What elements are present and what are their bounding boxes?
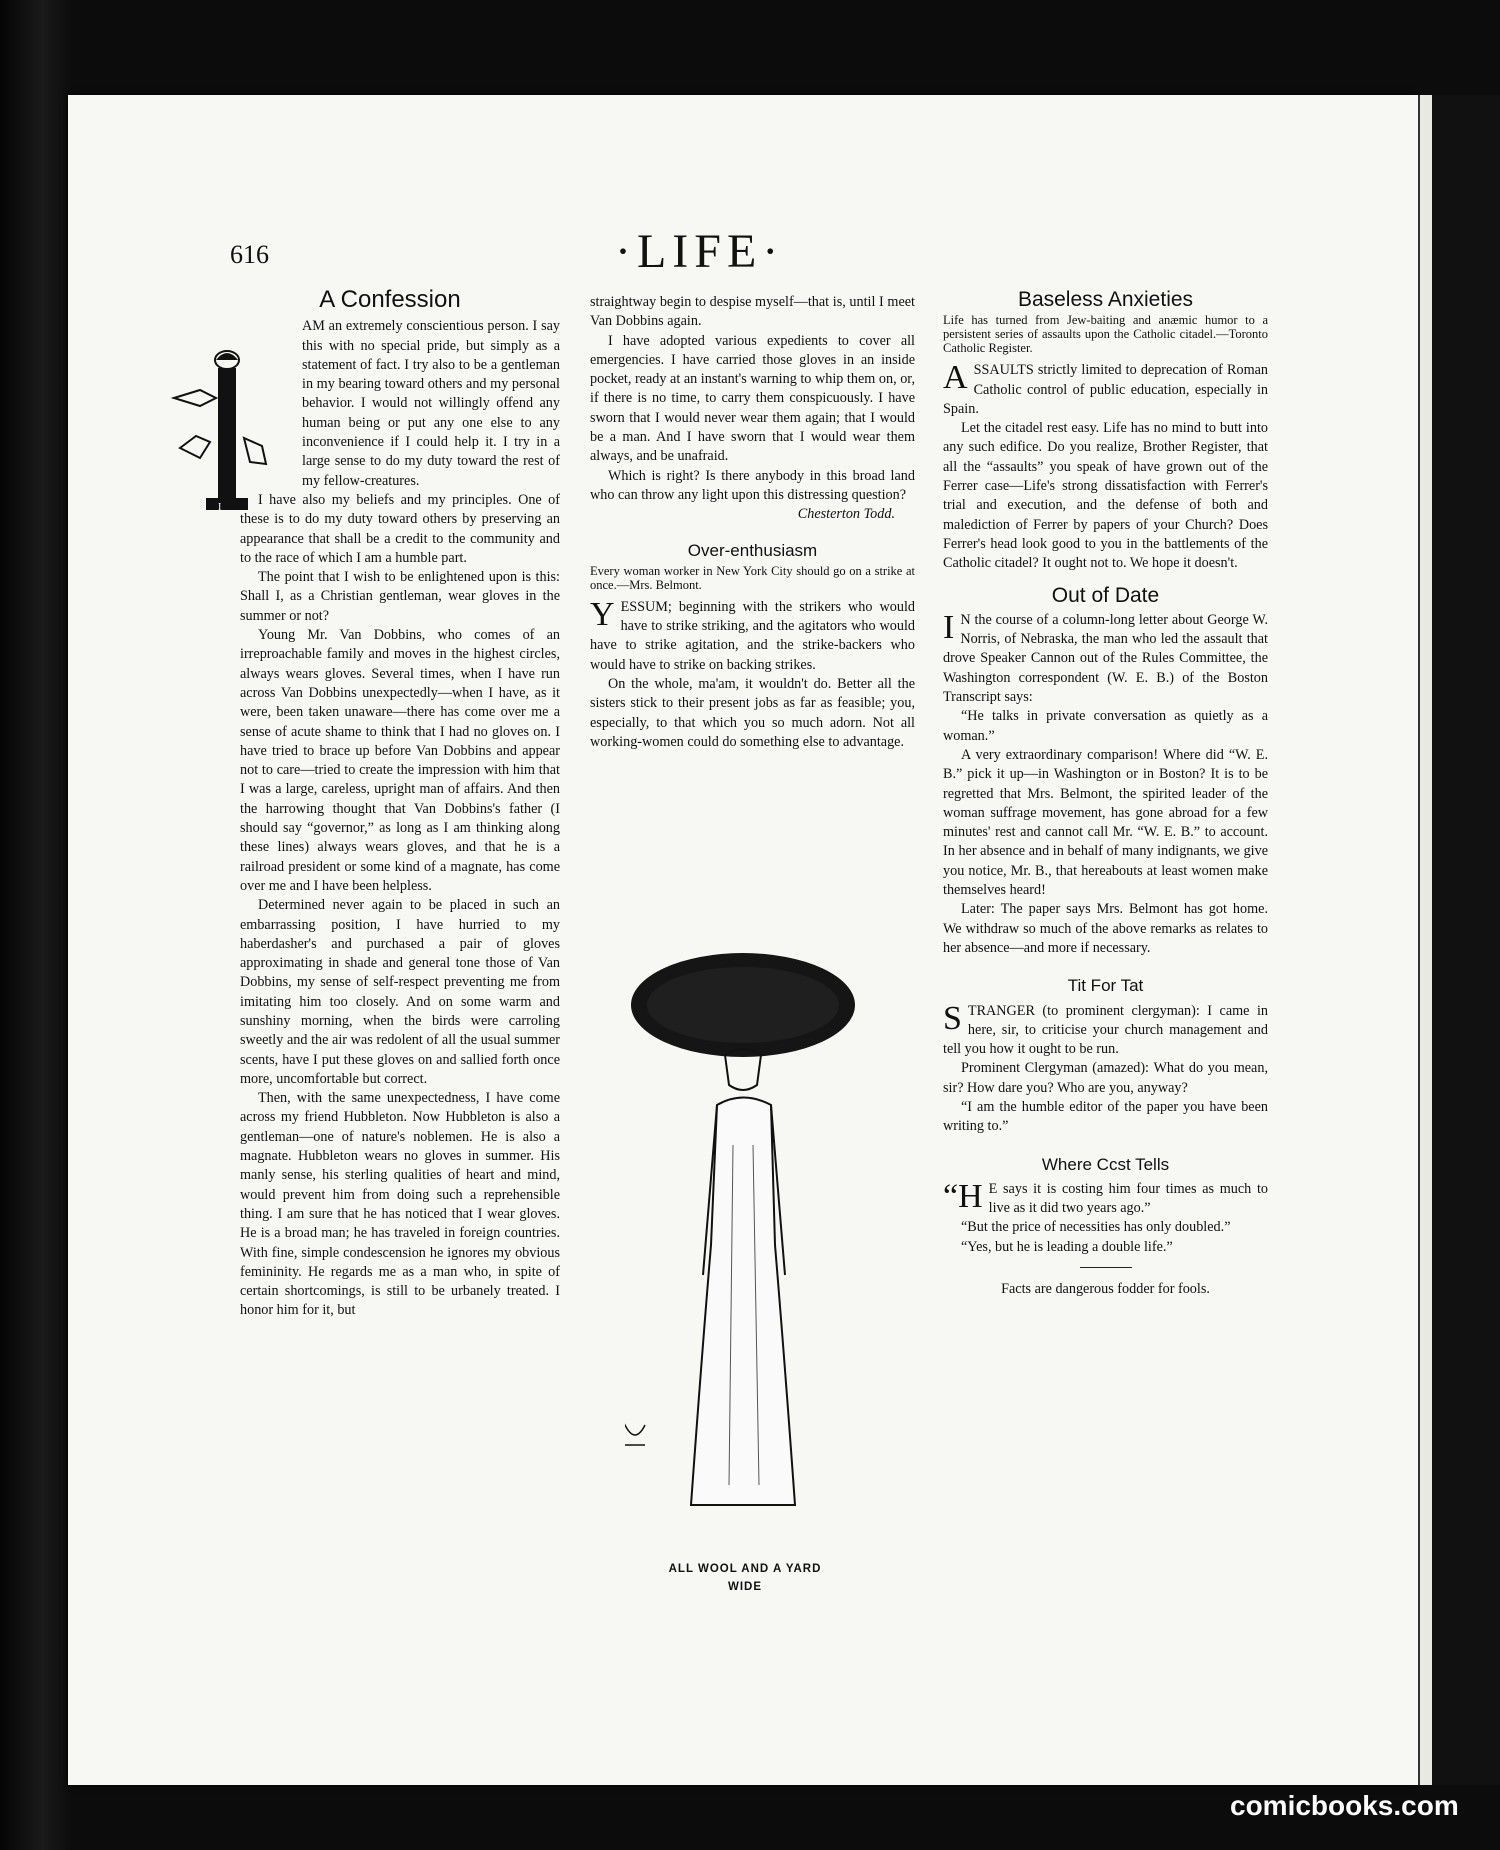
over-enthusiasm-para-1: ESSUM; beginning with the strikers who would have to strike striking, and the agitators who would have to strike agitation, and the strike-backers who would have to strike on backing strikes.	[590, 598, 915, 673]
baseless-para-1: SSAULTS strictly limited to deprecation of Roman Catholic control of public education, especially in Spain.	[943, 362, 1268, 417]
confession-continued-2: I have adopted various expedients to cover all emergencies. I have carried those gloves in an inside pocket, ready at an instant's warning to whip them on, or, if there is no time, to carry them conspicuously. I have sworn that I would never wear them again; that I would be a man. And I have sworn that I would wear them always, and be unafraid.	[590, 332, 915, 465]
column-left	[240, 286, 560, 1321]
confession-para-4: Young Mr. Van Dobbins, who comes of an irreproachable family and moves in the highest circles, always wears gloves. Several times, when I have run across Van Dobbins unexpectedly—when I have, as it were, been taken unaware—there has come over me a sense of acute shame to think that I had no gloves on. I have tried to brace up before Van Dobbins and appear not to care—tried to create the impression with him that I was a large, careless, upright man of affairs. And then the harrowing thought that Van Dobbins's father (I should say “governor,” as long as I am thinking along these lines) always wears gloves, and that he is a railroad president or some kind of a magnate, has come over me and I have been helpless.	[240, 627, 560, 894]
site-watermark: comicbooks.com	[1230, 1790, 1459, 1821]
tit-for-tat-title: Tit For Tat	[1067, 976, 1144, 996]
confession-para-3: The point that I wish to be enlightened upon is this: Shall I, as a Christian gentleman, wear gloves in the summer or not?	[240, 569, 560, 624]
caption-line-1: ALL WOOL AND A YARD	[668, 1563, 822, 1575]
masthead-title: ·LIFE·	[615, 225, 785, 278]
woman-in-hat-illustration	[625, 945, 855, 1555]
tit-for-tat-para-3: “I am the humble editor of the paper you have been writing to.”	[943, 1098, 1268, 1135]
out-of-date-dropcap: I	[943, 608, 955, 646]
confession-title: A Confession	[319, 286, 461, 313]
confession-para-6: Then, with the same unexpectedness, I have come across my friend Hubbleton. Now Hubbleton is also a gentleman—one of nature's noblemen. He is also a magnate. Hubbleton wears no gloves in summer. His manly sense, his sterling qualities of heart and mind, would prevent him from doing such a reprehensible thing. I am sure that he has noticed that I wear gloves. He is a broad man; he has traveled in foreign countries. With fine, simple condescension he ignores my obvious femininity. He regards me as a man who, in spite of certain shortcomings, is still to be urbanely treated. I honor him for it, but	[240, 1090, 560, 1319]
out-of-date-title: Out of Date	[1051, 583, 1160, 607]
confession-continued-3: Which is right? Is there anybody in this broad land who can throw any light upon this distressing question?	[590, 467, 915, 503]
baseless-para-2: Let the citadel rest easy. Life has no mind to butt into any such edifice. Do you realize, Brother Register, that all the “assaults” you speak of have grown out of the Ferrer case—Life's strong dissatisfaction with Ferrer's trial and execution, and the defense of both and malediction of Ferrer by papers of your Church? Does Ferrer's head look good to you in the battlements of the Catholic citadel? It ought not to. We hope it doesn't.	[943, 420, 1268, 572]
where-cost-para-3: “Yes, but he is leading a double life.”	[961, 1238, 1173, 1255]
confession-para-5: Determined never again to be placed in such an embarrassing position, I have hurried to my haberdasher's and purchased a pair of gloves approximating in shade and general tone those of Van Dobbins, my sense of self-respect preventing me from imitating him too closely. And on some warm and sunshiny morning, when the birds were carroling sweetly and the air was redolent of all the usual summer scents, have I put these gloves on and sallied forth once more, uncomfortable but correct.	[240, 897, 560, 1087]
tit-for-tat-para-2: Prominent Clergyman (amazed): What do you mean, sir? How dare you? Who are you, anyway?	[943, 1060, 1268, 1096]
closing-line: Facts are dangerous fodder for fools.	[1001, 1281, 1210, 1298]
confession-continued-1: straightway begin to despise myself—that is, until I meet Van Dobbins again.	[590, 294, 915, 330]
out-of-date-para-2: “He talks in private conversation as quietly as a woman.”	[943, 708, 1268, 744]
tit-for-tat-para-1: TRANGER (to prominent clergyman): I came in here, sir, to criticise your church management and tell you how it ought to be run.	[943, 1002, 1268, 1058]
over-enthusiasm-dropcap: Y	[590, 595, 615, 633]
scan-edge	[0, 0, 70, 1850]
page-number: 616	[230, 240, 269, 269]
baseless-title: Baseless Anxieties	[1017, 288, 1194, 311]
over-enthusiasm-title: Over-enthusiasm	[687, 540, 818, 560]
baseless-epigraph: Life has turned from Jew-baiting and anæmic humor to a persistent series of assaults upon the Catholic citadel.—Toronto Catholic Register.	[943, 313, 1268, 356]
out-of-date-para-1: N the course of a column-long letter about George W. Norris, of Nebraska, the man who led the assault that drove Speaker Cannon out of the Rules Committee, the Washington correspondent (W. E. B.) of the Boston Transcript says:	[943, 611, 1268, 706]
column-middle	[590, 293, 915, 752]
where-cost-title: Where Ccst Tells	[1041, 1154, 1170, 1174]
confession-author: Chesterton Todd.	[797, 506, 895, 523]
confession-para-2: I have also my beliefs and my principles. One of these is to do my duty toward others by preserving an appearance that shall be a credit to the community and to the race of which I am a humble part.	[240, 491, 560, 566]
over-enthusiasm-epigraph: Every woman worker in New York City should go on a strike at once.—Mrs. Belmont.	[590, 563, 915, 592]
initial-letter: I	[218, 502, 222, 513]
where-cost-para-1: E says it is costing him four times as much to live as it did two years ago.”	[988, 1180, 1268, 1217]
over-enthusiasm-para-2: On the whole, ma'am, it wouldn't do. Better all the sisters stick to their present jobs as far as feasible; you, especially, to that which you so much adorn. Not all working-women could do something else to advantage.	[590, 676, 915, 750]
out-of-date-para-4: Later: The paper says Mrs. Belmont has got home. We withdraw so much of the above remarks as relates to her absence—and more if necessary.	[943, 901, 1268, 956]
confession-para-1: AM an extremely conscientious person. I say this with no special pride, but simply as a statement of fact. I try also to be a gentleman in my bearing toward others and my personal behavior. I would not willingly offend any human being or put any one else to any inconvenience if I could help it. I try in a large sense to do my duty toward the rest of my fellow-creatures.	[302, 318, 560, 489]
illustration-caption	[660, 1560, 830, 1596]
out-of-date-para-3: A very extraordinary comparison! Where did “W. E. B.” pick it up—in Washington or in Boston? It is to be regretted that Mrs. Belmont, the spirited leader of the woman suffrage movement, has gone abroad for a few minutes' rest and cannot call Mr. “W. E. B.” to account. In her absence and in behalf of many indignants, we give you notice, Mr. B., that hereabouts at least women make themselves heard!	[943, 746, 1268, 899]
tit-for-tat-dropcap: S	[943, 999, 962, 1037]
where-cost-dropcap: “H	[943, 1177, 983, 1215]
caption-line-2: WIDE	[727, 1581, 763, 1593]
column-right	[943, 290, 1268, 1299]
baseless-dropcap: A	[943, 359, 968, 397]
where-cost-para-2: “But the price of necessities has only doubled.”	[961, 1219, 1231, 1236]
binding-shadow	[1432, 95, 1500, 1785]
section-divider	[1080, 1267, 1132, 1268]
